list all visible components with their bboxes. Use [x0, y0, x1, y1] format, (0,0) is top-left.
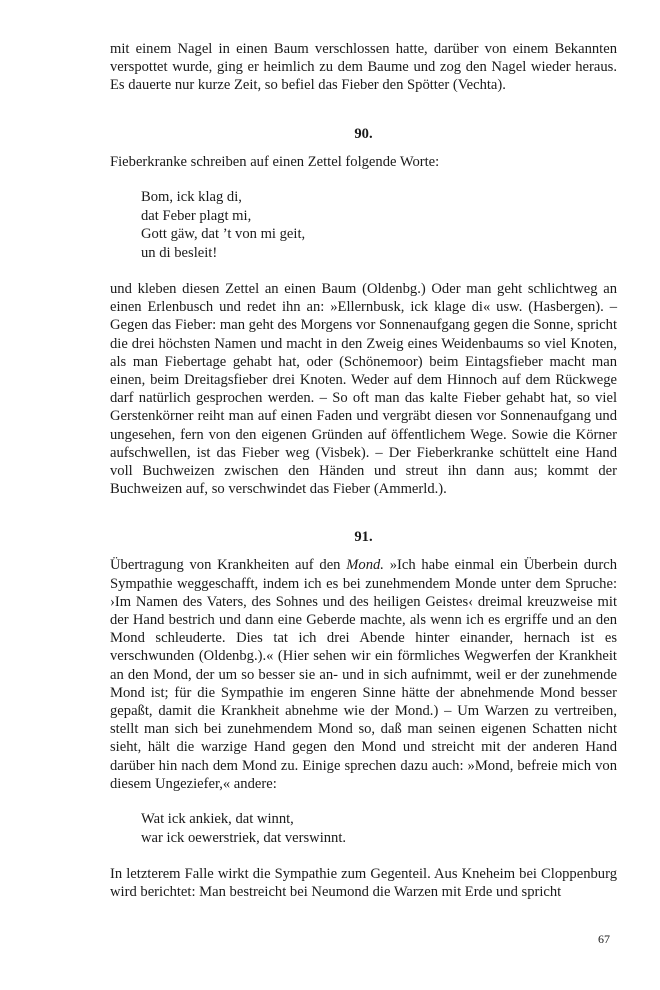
verse-line: dat Feber plagt mi, [141, 207, 252, 224]
section-90-number: 90. [354, 125, 373, 142]
section-91-rest: »Ich habe einmal ein Überbein durch Sympathie weggeschafft, indem ich es bei zunehmendem Monde unter dem Spruche: ›Im Namen des Vaters, des Sohnes und des heiligen Geistes‹ dreimal kreuzweise mit der Hand bestrich und dann eine Geberde machte, als wenn ich es ergriffe und an den Mond schleuderte. Dies tat ich drei Abende hinter einander, hernach ist es verschwunden (Oldenbg.).« (Hier sehen wir ein förmliches Wegwerfen der Krankheit an den Mond, der um so besser sie an- und in sich aufnimmt, weil er der zunehmende Mond ist; für die Sympathie im engeren Sinne hätte der abnehmende Mond besser gepaßt, damit die Krankheit abnehme wie der Mond.) – Um Warzen zu vertreiben, stellt man sich bei zunehmendem Mond so, daß man seinen eigenen Schatten nicht sieht, hält die warzige Hand gegen den Mond und streicht mit der anderen Hand darüber hin nach dem Mond zu. Einige sprechen dazu auch: »Mond, befreie mich von diesem Ungeziefer,« andere: [110, 557, 617, 792]
verse-line: war ick oewerstriek, dat verswinnt. [141, 829, 347, 846]
verse-line: un di besleit! [141, 245, 218, 262]
page-number: 67 [598, 932, 610, 946]
section-90-body: und kleben diesen Zettel an einen Baum (Oldenbg.) Oder man geht schlichtweg an einen Erlenbusch und redet ihn an: »Ellernbusk, ick klage di« usw. (Hasbergen). – Gegen das Fieber: man geht des Morgens vor Sonnenaufgang gegen die Sonne, spricht die drei höchsten Namen und macht in den Zweig eines Weidenbaums so viel Knoten, als man Fiebertage gehabt hat, oder (Schönemoor) beim Eintagsfieber macht man einen, beim Dreitagsfieber drei Knoten. Weder auf dem Hinnoch auf dem Rückwege darf natürlich gesprochen werden. – So oft man das kalte Fieber gehabt hat, so viel Gerstenkörner reiht man auf einen Faden und vergräbt diesen vor Sonnenaufgang und ungesehen, fern von den eigenen Gründen auf öffentlichem Wege. Sowie die Körner aufschwellen, ist das Fieber weg (Visbek). – Der Fieberkranke schüttelt eine Hand voll Buchweizen zwischen den Händen und streut ihn dann aus; kommt der Buchweizen auf, so verschwindet das Fieber (Ammerld.). [110, 281, 617, 498]
verse-line: Wat ick ankiek, dat winnt, [141, 811, 294, 828]
section-91-verse [141, 810, 617, 848]
top-paragraph: mit einem Nagel in einen Baum verschlossen hatte, darüber von einem Bekannten verspottet wurde, ging er heimlich zu dem Baume und zog den Nagel wieder heraus. Es dauerte nur kurze Zeit, so befiel das Fieber den Spötter (Vechta). [110, 41, 617, 94]
verse-line: Gott gäw, dat ’t von mi geit, [141, 226, 306, 243]
section-91-closing: In letzterem Falle wirkt die Sympathie zum Gegenteil. Aus Kneheim bei Cloppenburg wird berichtet: Man bestreicht bei Neumond die Warzen mit Erde und spricht [110, 865, 617, 900]
section-91-number: 91. [354, 529, 373, 546]
section-91-lead: Übertragung von Krankheiten auf den [110, 557, 347, 574]
section-90-intro: Fieberkranke schreiben auf einen Zettel folgende Worte: [110, 153, 440, 170]
section-90-verse [141, 188, 617, 263]
section-91-italic-term: Mond. [346, 557, 384, 574]
verse-line: Bom, ick klag di, [141, 188, 242, 205]
section-91-body [110, 556, 617, 793]
text-column [110, 40, 617, 901]
